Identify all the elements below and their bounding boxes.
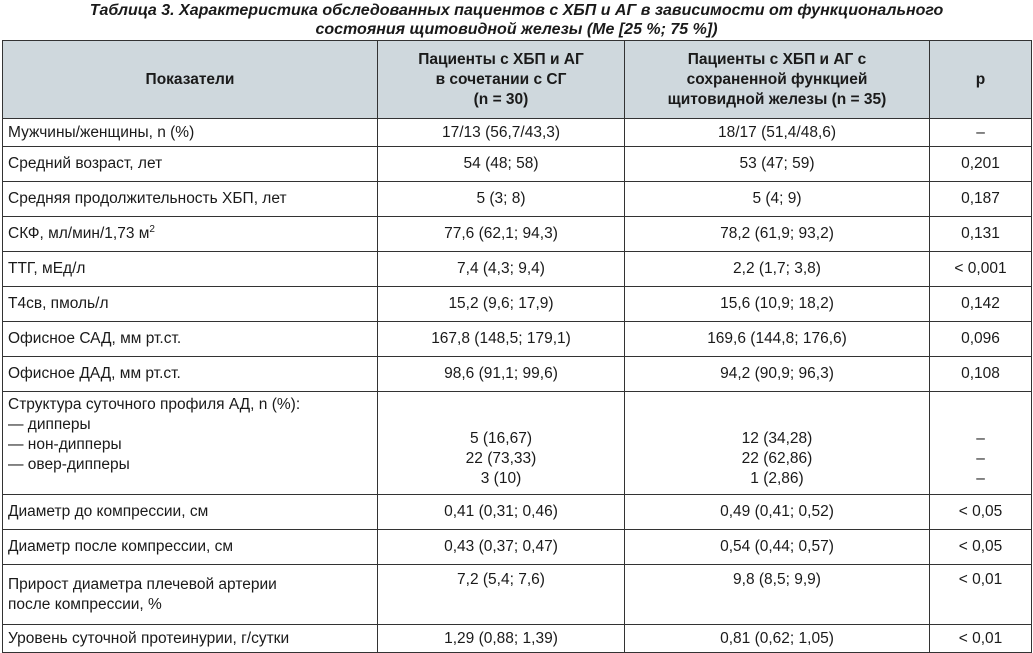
table-row	[3, 217, 1032, 252]
superscript: 2	[149, 223, 155, 235]
table-caption	[0, 0, 1033, 40]
p-value: –	[930, 119, 1032, 147]
row-label: Мужчины/женщины, n (%)	[3, 119, 378, 147]
table-row	[3, 625, 1032, 653]
group-1-value: 7,4 (4,3; 9,4)	[378, 252, 625, 287]
row-label-text: СКФ, мл/мин/1,73 м	[8, 225, 150, 242]
p-value: 0,131	[930, 217, 1032, 252]
profile-title: Структура суточного профиля АД, n (%):	[8, 396, 301, 413]
profile-item-g2: 22 (62,86)	[741, 450, 813, 467]
profile-item-label: — овер-дипперы	[8, 456, 130, 473]
header-group-2	[625, 41, 930, 119]
header-group-1	[378, 41, 625, 119]
group-1-value: 1,29 (0,88; 1,39)	[378, 625, 625, 653]
table-row	[3, 119, 1032, 147]
row-label: Офисное САД, мм рт.ст.	[3, 322, 378, 357]
table-row	[3, 147, 1032, 182]
group-2-value: 94,2 (90,9; 96,3)	[625, 357, 930, 392]
group-1-value: 5 (3; 8)	[378, 182, 625, 217]
row-label	[3, 392, 378, 495]
profile-item-p: –	[976, 450, 985, 467]
group-1-value	[378, 392, 625, 495]
p-value: < 0,05	[930, 495, 1032, 530]
profile-item-p: –	[976, 430, 985, 447]
group-1-value: 0,43 (0,37; 0,47)	[378, 530, 625, 565]
p-value: 0,187	[930, 182, 1032, 217]
profile-item-p: –	[976, 470, 985, 487]
profile-item-g1: 22 (73,33)	[465, 450, 537, 467]
p-value: < 0,01	[930, 565, 1032, 625]
group-1-value: 98,6 (91,1; 99,6)	[378, 357, 625, 392]
patients-table	[2, 40, 1032, 653]
row-label: Офисное ДАД, мм рт.ст.	[3, 357, 378, 392]
header-group-2-line: Пациенты с ХБП и АГ с	[687, 50, 867, 68]
group-1-value: 167,8 (148,5; 179,1)	[378, 322, 625, 357]
profile-item-g1: 5 (16,67)	[469, 430, 533, 447]
p-value	[930, 392, 1032, 495]
table-row	[3, 357, 1032, 392]
profile-item-g2: 1 (2,86)	[750, 470, 804, 487]
group-2-value: 0,54 (0,44; 0,57)	[625, 530, 930, 565]
group-1-value: 77,6 (62,1; 94,3)	[378, 217, 625, 252]
table-row	[3, 530, 1032, 565]
row-label: Средний возраст, лет	[3, 147, 378, 182]
table-row	[3, 252, 1032, 287]
group-2-value	[625, 392, 930, 495]
group-1-value: 15,2 (9,6; 17,9)	[378, 287, 625, 322]
row-label-line: после компрессии, %	[8, 595, 162, 613]
group-2-value: 0,49 (0,41; 0,52)	[625, 495, 930, 530]
p-value: < 0,01	[930, 625, 1032, 653]
row-label	[3, 565, 378, 625]
row-label: ТТГ, мЕд/л	[3, 252, 378, 287]
group-2-value: 5 (4; 9)	[625, 182, 930, 217]
profile-item-g2: 12 (34,28)	[741, 430, 813, 447]
group-2-value: 0,81 (0,62; 1,05)	[625, 625, 930, 653]
header-group-2-line: щитовидной железы (n = 35)	[667, 90, 887, 108]
header-group-1-line: (n = 30)	[473, 90, 529, 108]
header-group-1-line: в сочетании с СГ	[435, 70, 567, 88]
p-value: 0,201	[930, 147, 1032, 182]
row-label: Средняя продолжительность ХБП, лет	[3, 182, 378, 217]
group-2-value: 2,2 (1,7; 3,8)	[625, 252, 930, 287]
group-2-value: 15,6 (10,9; 18,2)	[625, 287, 930, 322]
table-row	[3, 287, 1032, 322]
group-1-value: 7,2 (5,4; 7,6)	[378, 565, 625, 625]
table-row-profile	[3, 392, 1032, 495]
row-label-line: Прирост диаметра плечевой артерии	[8, 575, 277, 593]
p-value: 0,108	[930, 357, 1032, 392]
row-label: Диаметр до компрессии, см	[3, 495, 378, 530]
table-row	[3, 322, 1032, 357]
group-1-value: 0,41 (0,31; 0,46)	[378, 495, 625, 530]
row-label: Диаметр после компрессии, см	[3, 530, 378, 565]
table-row	[3, 565, 1032, 625]
p-value: 0,096	[930, 322, 1032, 357]
header-indicators: Показатели	[3, 41, 378, 119]
profile-item-label: — дипперы	[8, 416, 91, 433]
group-2-value: 53 (47; 59)	[625, 147, 930, 182]
caption-line-2: состояния щитовидной железы (Ме [25 %; 75 %])	[315, 21, 718, 38]
profile-item-label: — нон-дипперы	[8, 436, 122, 453]
p-value: < 0,05	[930, 530, 1032, 565]
header-p: p	[930, 41, 1032, 119]
header-group-2-line: сохраненной функцией	[686, 70, 868, 88]
header-group-1-line: Пациенты с ХБП и АГ	[418, 50, 584, 68]
p-value: < 0,001	[930, 252, 1032, 287]
p-value: 0,142	[930, 287, 1032, 322]
group-2-value: 9,8 (8,5; 9,9)	[625, 565, 930, 625]
group-2-value: 78,2 (61,9; 93,2)	[625, 217, 930, 252]
table-row	[3, 495, 1032, 530]
caption-line-1: Таблица 3. Характеристика обследованных пациентов с ХБП и АГ в зависимости от функционального	[89, 2, 944, 19]
row-label: Т4св, пмоль/л	[3, 287, 378, 322]
row-label: Уровень суточной протеинурии, г/сутки	[3, 625, 378, 653]
group-2-value: 18/17 (51,4/48,6)	[625, 119, 930, 147]
group-1-value: 54 (48; 58)	[378, 147, 625, 182]
table-row	[3, 182, 1032, 217]
group-2-value: 169,6 (144,8; 176,6)	[625, 322, 930, 357]
group-1-value: 17/13 (56,7/43,3)	[378, 119, 625, 147]
profile-item-g1: 3 (10)	[480, 470, 522, 487]
row-label	[3, 217, 378, 252]
header-row	[3, 41, 1032, 119]
